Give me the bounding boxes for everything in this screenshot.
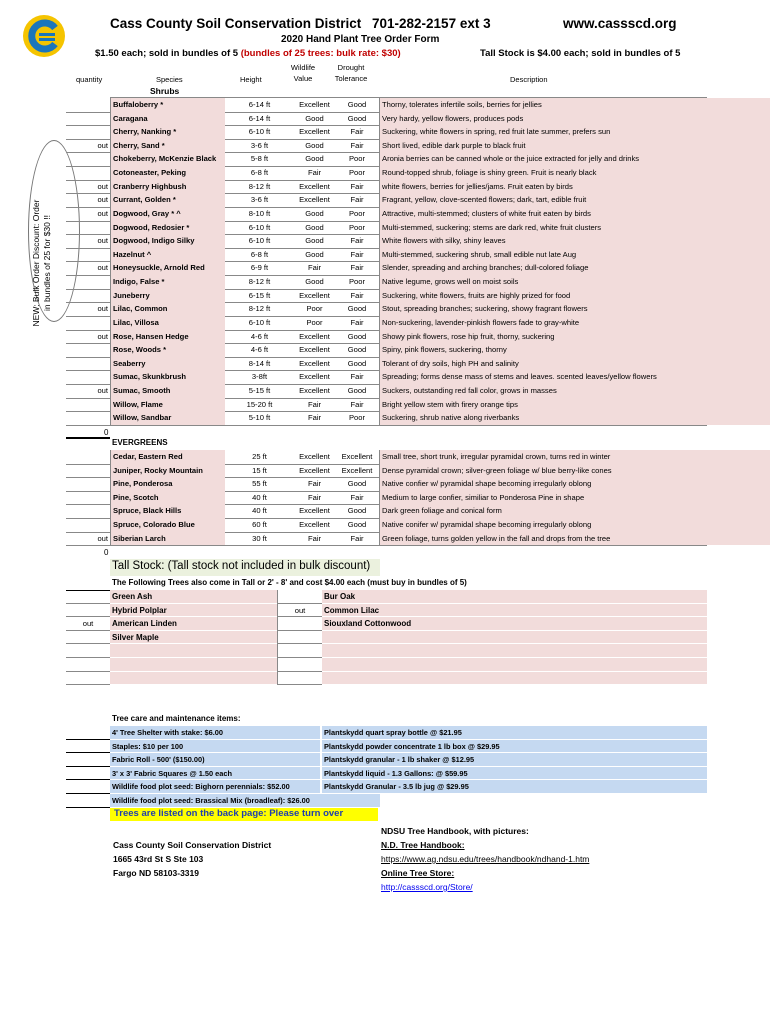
shrubs-row: [66, 370, 707, 385]
species-description: Native confier w/ pyramidal shape becoming irregularly oblong: [379, 477, 770, 491]
drought-tolerance: Good: [347, 479, 367, 489]
back-note: Trees are listed on the back page: Please turn over: [114, 808, 344, 819]
care-quantity-cell[interactable]: [66, 794, 110, 808]
species-name: Seaberry: [110, 357, 225, 371]
species-description: Slender, spreading and arching branches; dull-colored foliage: [379, 261, 770, 275]
tall-stock-note: Tall Stock is $4.00 each; sold in bundles of 5: [480, 48, 681, 59]
plantskydd-item: Plantskydd granular - 1 lb shaker @ $12.95: [322, 753, 707, 767]
species-name: Buffaloberry *: [110, 98, 225, 112]
tall-quantity-cell[interactable]: out: [277, 604, 322, 618]
species-description: Native conifer w/ pyramidal shape becoming irregularly oblong: [379, 518, 770, 532]
species-name: Hazelnut ^: [110, 248, 225, 262]
shrubs-total: 0: [104, 428, 109, 437]
care-quantity-cell[interactable]: [66, 767, 110, 781]
wildlife-value: Excellent: [299, 100, 330, 109]
wildlife-value: Excellent: [299, 506, 330, 516]
col-quantity: quantity: [76, 75, 103, 84]
wildlife-value: Fair: [307, 263, 322, 273]
wildlife-value: Fair: [307, 479, 322, 489]
species-name: Pine, Scotch: [110, 491, 225, 505]
wildlife-value: Good: [305, 277, 324, 287]
species-name: Siberian Larch: [110, 532, 225, 546]
tall-quantity-cell[interactable]: out: [66, 617, 110, 631]
quantity-cell[interactable]: [66, 398, 110, 412]
care-item: 4' Tree Shelter with stake: $6.00: [110, 726, 320, 740]
species-name: Juneberry: [110, 289, 225, 303]
height-value: 30 ft: [252, 533, 267, 543]
species-name: Willow, Sandbar: [110, 411, 225, 425]
org-logo: [22, 14, 66, 58]
wildlife-value: Fair: [307, 533, 322, 543]
address-line3: Fargo ND 58103-3319: [113, 868, 199, 878]
drought-tolerance: Excellent: [341, 452, 373, 461]
drought-tolerance: Fair: [350, 492, 364, 502]
wildlife-value: Good: [305, 154, 324, 164]
species-description: white flowers, berries for jellies/jams. Fruit eaten by birds: [379, 180, 770, 194]
height-value: 15-20 ft: [246, 399, 273, 409]
shrubs-row: [66, 384, 707, 399]
quantity-cell[interactable]: [66, 343, 110, 357]
quantity-cell[interactable]: out: [97, 263, 108, 273]
tall-quantity-cell[interactable]: [277, 590, 322, 604]
species-description: Bright yellow stem with firery orange tips: [379, 398, 770, 412]
height-value: 6-14 ft: [248, 113, 271, 123]
species-description: Medium to large confier, similiar to Ponderosa Pine in shape: [379, 491, 770, 505]
wildlife-value: Good: [305, 222, 324, 232]
shrubs-row: [66, 193, 707, 208]
price-text: $1.50 each; sold in bundles of 5: [95, 48, 239, 59]
drought-tolerance: Poor: [348, 222, 366, 232]
wildlife-value: Excellent: [299, 452, 330, 461]
wildlife-value: Poor: [306, 317, 323, 327]
quantity-cell[interactable]: [66, 166, 110, 180]
care-quantity-cell[interactable]: [66, 740, 110, 754]
tall-tree-name: Common Lilac: [322, 604, 707, 618]
species-name: Rose, Hansen Hedge: [110, 330, 225, 344]
height-value: 6-8 ft: [250, 249, 269, 259]
wildlife-value: Good: [305, 236, 324, 246]
drought-tolerance: Excellent: [341, 465, 373, 475]
drought-tolerance: Good: [347, 506, 367, 516]
quantity-cell[interactable]: out: [97, 304, 108, 314]
height-value: 40 ft: [252, 506, 267, 516]
drought-tolerance: Good: [347, 113, 367, 123]
wildlife-value: Excellent: [299, 331, 330, 341]
tall-tree-name: [110, 658, 277, 672]
bulk-note-line2: in bundles of 25 for $30 !!: [42, 215, 52, 311]
height-value: 4-6 ft: [250, 331, 269, 341]
quantity-cell[interactable]: out: [97, 236, 108, 246]
drought-tolerance: Poor: [348, 413, 366, 423]
drought-tolerance: Fair: [350, 290, 364, 300]
species-name: Juniper, Rocky Mountain: [110, 464, 225, 478]
quantity-cell[interactable]: [66, 477, 110, 491]
form-title: 2020 Hand Plant Tree Order Form: [281, 34, 440, 45]
shrubs-heading: Shrubs: [150, 86, 180, 96]
shrubs-row: [66, 330, 707, 345]
tall-quantity-cell[interactable]: [66, 590, 110, 604]
phone: 701-282-2157 ext 3: [372, 16, 491, 31]
tall-quantity-cell[interactable]: [277, 617, 322, 631]
wildlife-value: Fair: [307, 492, 322, 502]
bulk-discount-note: [31, 163, 53, 363]
quantity-cell[interactable]: [66, 112, 110, 126]
species-description: Suckering, white flowers, fruits are highly prized for food: [379, 289, 770, 303]
wildlife-value: Good: [305, 249, 324, 259]
address-line2: 1665 43rd St S Ste 103: [113, 854, 204, 864]
care-item: Wildlife food plot seed: Bighorn perennials: $52.00: [110, 780, 320, 794]
shrubs-row: [66, 302, 707, 317]
wildlife-value: Excellent: [299, 386, 330, 396]
species-name: Dogwood, Redosier *: [110, 221, 225, 235]
drought-tolerance: Good: [347, 345, 367, 355]
wildlife-value: Good: [305, 140, 324, 150]
species-name: Pine, Ponderosa: [110, 477, 225, 491]
drought-tolerance: Good: [347, 100, 367, 109]
drought-tolerance: Fair: [350, 399, 364, 409]
wildlife-value: Excellent: [299, 345, 330, 355]
evergreens-heading: EVERGREENS: [112, 438, 168, 447]
height-value: 6-9 ft: [250, 263, 269, 273]
wildlife-value: Good: [305, 208, 324, 218]
shrubs-row: [66, 180, 707, 195]
bulk-note-line1: NEW: Bulk Order Discount: Order: [31, 199, 41, 327]
tall-stock-rule: [66, 590, 110, 591]
evergreens-row: [66, 491, 707, 506]
species-description: Multi-stemmed, suckering; stems are dark red, white fruit clusters: [379, 221, 770, 235]
tall-stock-subheading: The Following Trees also come in Tall or 2' - 8' and cost $4.00 each (must buy in bundles of 5): [112, 578, 467, 587]
online-store-link[interactable]: http://cassscd.org/Store/: [381, 882, 473, 892]
tall-tree-name: Hybrid Polplar: [110, 604, 277, 618]
bulk-note: (bundles of 25 trees: bulk rate: $30): [240, 48, 401, 59]
shrubs-row: [66, 261, 707, 276]
species-name: Spruce, Black Hills: [110, 504, 225, 518]
plantskydd-item: Plantskydd powder concentrate 1 lb box @ $29.95: [322, 740, 707, 754]
drought-tolerance: Good: [347, 386, 367, 396]
nd-handbook-label: N.D. Tree Handbook:: [381, 840, 465, 850]
care-heading: Tree care and maintenance items:: [112, 714, 241, 723]
species-name: Lilac, Villosa: [110, 316, 225, 330]
species-description: Native legume, grows well on moist soils: [379, 275, 770, 289]
tall-quantity-cell[interactable]: [277, 658, 322, 672]
species-description: Spreading; forms dense mass of stems and leaves. scented leaves/yellow flowers: [379, 370, 770, 384]
website: www.cassscd.org: [563, 16, 677, 31]
species-description: White flowers with silky, shiny leaves: [379, 234, 770, 248]
shrubs-total-rule: [66, 437, 110, 439]
drought-tolerance: Fair: [350, 372, 364, 382]
height-value: 8-12 ft: [248, 277, 271, 287]
species-name: Cranberry Highbush: [110, 180, 225, 194]
species-description: Multi-stemmed, suckering shrub, small edible nut late Aug: [379, 248, 770, 262]
species-name: Lilac, Common: [110, 302, 225, 316]
tall-quantity-cell[interactable]: [66, 672, 110, 686]
quantity-cell[interactable]: out: [97, 140, 108, 150]
species-description: Thorny, tolerates infertile soils, berries for jellies: [379, 98, 770, 112]
species-description: Tolerant of dry soils, high PH and salinity: [379, 357, 770, 371]
tall-tree-name: [322, 631, 707, 645]
quantity-cell[interactable]: [66, 152, 110, 166]
shrubs-row: [66, 152, 707, 167]
height-value: 8-14 ft: [248, 358, 271, 368]
species-name: Spruce, Colorado Blue: [110, 518, 225, 532]
shrubs-row: [66, 98, 707, 113]
shrubs-row: [66, 125, 707, 140]
species-name: Sumac, Smooth: [110, 384, 225, 398]
care-quantity-cell[interactable]: [66, 780, 110, 794]
quantity-cell[interactable]: [66, 411, 110, 425]
height-value: 5-15 ft: [248, 386, 271, 396]
drought-tolerance: Good: [347, 520, 367, 530]
shrubs-row: [66, 289, 707, 304]
species-description: Aronia berries can be canned whole or the juice extracted for jelly and drinks: [379, 152, 770, 166]
shrubs-row: [66, 234, 707, 249]
height-value: 3-6 ft: [250, 195, 269, 205]
tall-quantity-cell[interactable]: [277, 631, 322, 645]
drought-tolerance: Fair: [350, 317, 364, 327]
height-value: 40 ft: [252, 492, 267, 502]
shrubs-row: [66, 221, 707, 236]
species-name: Rose, Woods *: [110, 343, 225, 357]
wildlife-value: Fair: [307, 413, 322, 423]
species-description: Dark green foliage and conical form: [379, 504, 770, 518]
species-name: Cherry, Sand *: [110, 139, 225, 153]
price-line: [95, 48, 401, 59]
quantity-cell[interactable]: [66, 491, 110, 505]
species-name: Cherry, Nanking *: [110, 125, 225, 139]
drought-tolerance: Poor: [348, 277, 366, 287]
handbook-title: NDSU Tree Handbook, with pictures:: [381, 826, 529, 836]
wildlife-value: Excellent: [299, 358, 330, 368]
shrubs-row: [66, 166, 707, 181]
tall-tree-name: [110, 672, 277, 686]
quantity-cell[interactable]: [66, 316, 110, 330]
wildlife-value: Fair: [307, 399, 322, 409]
drought-tolerance: Fair: [350, 140, 364, 150]
care-quantity-cell[interactable]: [66, 726, 110, 740]
species-name: Sumac, Skunkbrush: [110, 370, 225, 384]
tall-quantity-cell[interactable]: [66, 644, 110, 658]
species-name: Willow, Flame: [110, 398, 225, 412]
quantity-cell[interactable]: [66, 221, 110, 235]
evergreens-row: [66, 518, 707, 533]
quantity-cell[interactable]: [66, 275, 110, 289]
shrubs-row: [66, 343, 707, 358]
height-value: 6-10 ft: [248, 127, 271, 137]
drought-tolerance: Poor: [348, 168, 366, 178]
quantity-cell[interactable]: [66, 357, 110, 371]
height-value: 60 ft: [252, 520, 267, 530]
care-item: Wildlife food plot seed: Brassical Mix (broadleaf): $26.00: [110, 794, 380, 808]
shrubs-row: [66, 398, 707, 413]
height-value: 15 ft: [252, 465, 267, 475]
col-species: Species: [156, 75, 183, 84]
height-value: 8-12 ft: [248, 181, 271, 191]
tall-tree-name: [322, 644, 707, 658]
tall-quantity-cell[interactable]: [277, 672, 322, 686]
height-value: 6-10 ft: [248, 317, 271, 327]
species-description: Round-topped shrub, foliage is shiny green. Fruit is nearly black: [379, 166, 770, 180]
shrubs-row: [66, 411, 707, 426]
height-value: 6-14 ft: [248, 100, 271, 109]
species-description: Very hardy, yellow flowers, produces pods: [379, 112, 770, 126]
wildlife-value: Excellent: [299, 372, 330, 382]
org-name: Cass County Soil Conservation District: [110, 16, 362, 31]
quantity-cell[interactable]: out: [97, 533, 108, 543]
shrubs-row: [66, 112, 707, 127]
drought-tolerance: Good: [347, 331, 367, 341]
quantity-cell[interactable]: [66, 518, 110, 532]
species-description: Non-suckering, lavender-pinkish flowers fade to gray-white: [379, 316, 770, 330]
height-value: 8-12 ft: [248, 304, 271, 314]
shrubs-row: [66, 316, 707, 331]
quantity-cell[interactable]: out: [97, 331, 108, 341]
quantity-cell[interactable]: [66, 504, 110, 518]
quantity-cell[interactable]: out: [97, 386, 108, 396]
care-item: 3' x 3' Fabric Squares @ 1.50 each: [110, 767, 320, 781]
tall-quantity-cell[interactable]: [66, 604, 110, 618]
species-name: Currant, Golden *: [110, 193, 225, 207]
care-quantity-cell[interactable]: [66, 753, 110, 767]
species-description: Green foliage, turns golden yellow in the fall and drops from the tree: [379, 532, 770, 546]
height-value: 6-10 ft: [248, 222, 271, 232]
tall-stock-heading: Tall Stock: (Tall stock not included in bulk discount): [112, 560, 371, 572]
quantity-cell[interactable]: [66, 125, 110, 139]
col-drought: Drought Tolerance: [334, 63, 368, 83]
drought-tolerance: Fair: [350, 249, 364, 259]
plantskydd-item: Plantskydd Granular - 3.5 lb jug @ $29.95: [322, 780, 707, 794]
height-value: 6-8 ft: [250, 168, 269, 178]
wildlife-value: Good: [305, 113, 324, 123]
drought-tolerance: Fair: [350, 533, 364, 543]
species-description: Suckering, white flowers in spring, red fruit late summer, prefers sun: [379, 125, 770, 139]
height-value: 8-10 ft: [248, 208, 271, 218]
shrubs-row: [66, 357, 707, 372]
species-name: Cotoneaster, Peking: [110, 166, 225, 180]
species-description: Stout, spreading branches; suckering, showy fragrant flowers: [379, 302, 770, 316]
species-description: Spiny, pink flowers, suckering, thorny: [379, 343, 770, 357]
height-value: 5-10 ft: [248, 413, 271, 423]
height-value: 4-6 ft: [250, 345, 269, 355]
address-line1: Cass County Soil Conservation District: [113, 840, 272, 850]
species-description: Attractive, multi-stemmed; clusters of white fruit eaten by birds: [379, 207, 770, 221]
shrubs-row: [66, 275, 707, 290]
species-description: Dense pyramidal crown; silver-green foliage w/ blue berry-like cones: [379, 464, 770, 478]
species-description: Showy pink flowers, rose hip fruit, thorny, suckering: [379, 330, 770, 344]
tall-tree-name: Bur Oak: [322, 590, 707, 604]
quantity-cell[interactable]: [66, 450, 110, 464]
drought-tolerance: Poor: [348, 154, 366, 164]
species-name: Dogwood, Indigo Silky: [110, 234, 225, 248]
evergreens-row: [66, 450, 707, 465]
evergreens-row: [66, 532, 707, 547]
height-value: 3-6 ft: [250, 140, 269, 150]
species-name: Dogwood, Gray * ^: [110, 207, 225, 221]
height-value: 25 ft: [252, 452, 267, 461]
quantity-cell[interactable]: out: [97, 195, 108, 205]
wildlife-value: Excellent: [299, 195, 330, 205]
species-description: Suckering, shrub native along riverbanks: [379, 411, 770, 425]
evergreens-row: [66, 477, 707, 492]
care-item: Fabric Roll - 500' ($150.00): [110, 753, 320, 767]
quantity-cell[interactable]: [66, 248, 110, 262]
drought-tolerance: Fair: [350, 127, 364, 137]
species-description: Suckers, outstanding red fall color, grows in masses: [379, 384, 770, 398]
drought-tolerance: Fair: [350, 263, 364, 273]
shrubs-row: [66, 207, 707, 222]
online-store-label: Online Tree Store:: [381, 868, 455, 878]
drought-tolerance: Fair: [350, 195, 364, 205]
col-description: Description: [510, 75, 548, 84]
drought-tolerance: Poor: [348, 208, 366, 218]
tall-tree-name: Siouxland Cottonwood: [322, 617, 707, 631]
tall-quantity-cell[interactable]: [66, 658, 110, 672]
plantskydd-item: Plantskydd liquid - 1.3 Gallons: @ $59.95: [322, 767, 707, 781]
plantskydd-item: Plantskydd quart spray bottle @ $21.95: [322, 726, 707, 740]
height-value: 3-8ft: [251, 372, 268, 382]
col-height: Height: [240, 75, 262, 84]
tall-tree-name: [110, 644, 277, 658]
wildlife-value: Excellent: [299, 290, 330, 300]
tall-tree-name: Silver Maple: [110, 631, 277, 645]
quantity-cell[interactable]: [66, 98, 110, 112]
nd-handbook-link[interactable]: https://www.ag.ndsu.edu/trees/handbook/ndhand-1.htm: [381, 854, 590, 864]
drought-tolerance: Good: [347, 358, 367, 368]
wildlife-value: Excellent: [299, 520, 330, 530]
quantity-cell[interactable]: [66, 370, 110, 384]
height-value: 6-10 ft: [248, 236, 271, 246]
species-description: Small tree, short trunk, irregular pyramidal crown, turns red in winter: [379, 450, 770, 464]
species-name: Chokeberry, McKenzie Black: [110, 152, 225, 166]
tall-quantity-cell[interactable]: [277, 644, 322, 658]
species-description: Fragrant, yellow, clove-scented flowers; dark, tart, edible fruit: [379, 193, 770, 207]
tall-tree-name: Green Ash: [110, 590, 277, 604]
tall-tree-name: American Linden: [110, 617, 277, 631]
species-name: Caragana: [110, 112, 225, 126]
quantity-cell[interactable]: [66, 289, 110, 303]
evergreens-total: 0: [104, 548, 109, 557]
tall-tree-name: [322, 672, 707, 686]
shrubs-row: [66, 248, 707, 263]
evergreens-row: [66, 464, 707, 479]
wildlife-value: Excellent: [299, 465, 330, 475]
species-name: Cedar, Eastern Red: [110, 450, 225, 464]
tall-tree-name: [322, 658, 707, 672]
height-value: 5-8 ft: [250, 154, 269, 164]
height-value: 6-15 ft: [248, 290, 271, 300]
wildlife-value: Fair: [307, 168, 322, 178]
drought-tolerance: Fair: [350, 181, 364, 191]
drought-tolerance: Fair: [350, 236, 364, 246]
col-wildlife: Wildlife Value: [290, 63, 316, 83]
drought-tolerance: Good: [347, 304, 367, 314]
shrubs-row: [66, 139, 707, 154]
species-description: Short lived, edible dark purple to black fruit: [379, 139, 770, 153]
wildlife-value: Excellent: [299, 181, 330, 191]
tall-quantity-cell[interactable]: [66, 631, 110, 645]
evergreens-row: [66, 504, 707, 519]
species-name: Indigo, False *: [110, 275, 225, 289]
quantity-cell[interactable]: out: [97, 208, 108, 218]
quantity-cell[interactable]: [66, 464, 110, 478]
care-item: Staples: $10 per 100: [110, 740, 320, 754]
species-name: Honeysuckle, Arnold Red: [110, 261, 225, 275]
wildlife-value: Excellent: [299, 127, 330, 137]
wildlife-value: Poor: [306, 304, 323, 314]
height-value: 55 ft: [252, 479, 267, 489]
quantity-cell[interactable]: out: [97, 181, 108, 191]
